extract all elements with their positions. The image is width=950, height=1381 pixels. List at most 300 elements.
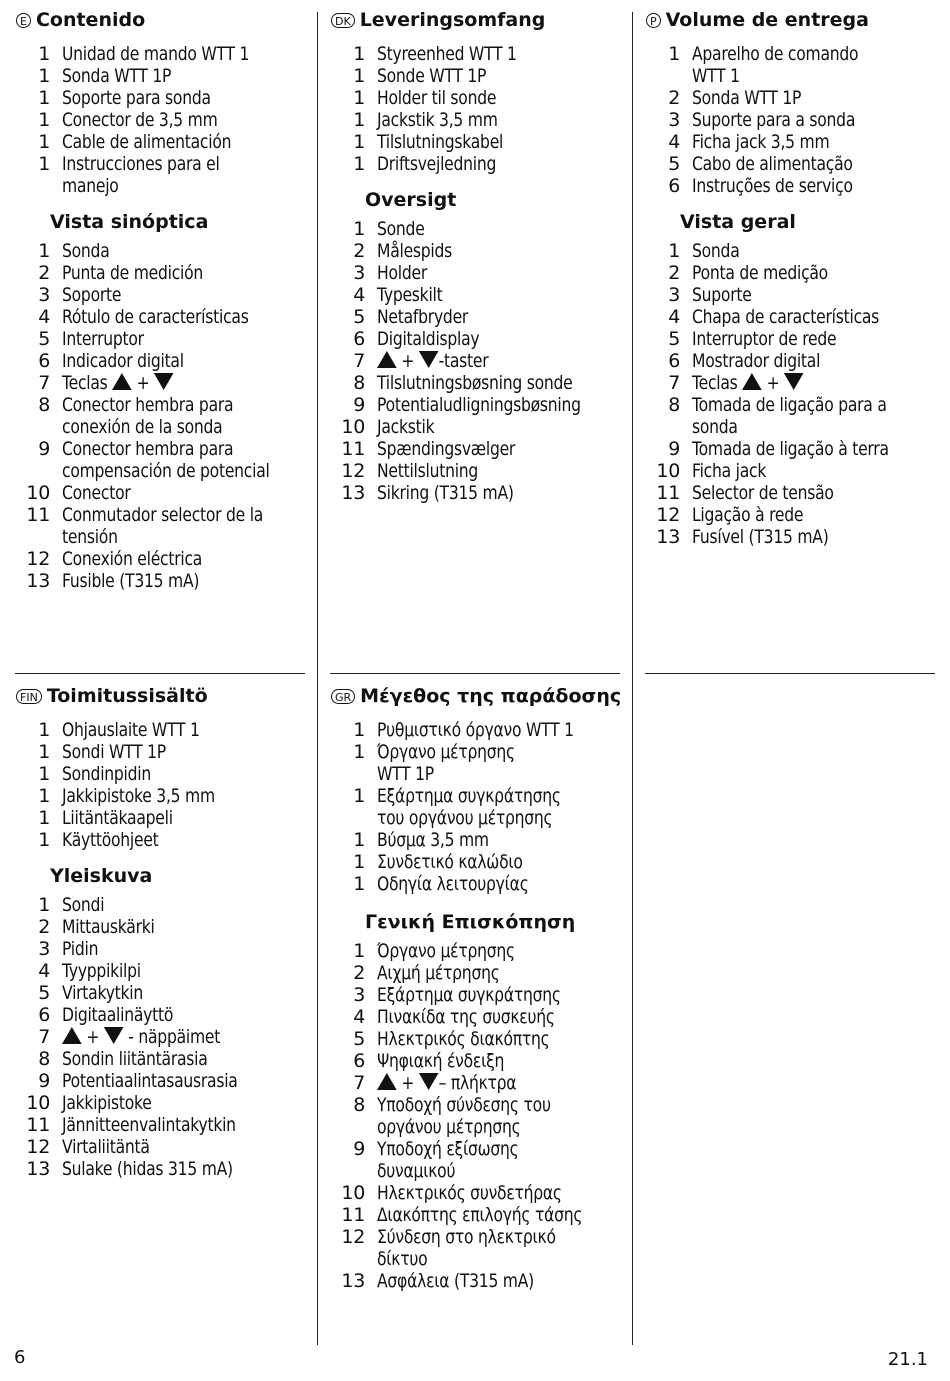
item-label: Conector hembra para (62, 394, 234, 416)
item-number (646, 416, 692, 438)
item-text (62, 1070, 316, 1092)
item-text (692, 175, 946, 197)
overview-list (331, 218, 631, 504)
item-text (377, 1006, 631, 1028)
list-item (16, 719, 316, 741)
item-label-suffix: – πλήκτρα (438, 1072, 517, 1094)
item-number: 6 (353, 328, 365, 350)
list-item (331, 962, 631, 984)
item-text (377, 829, 631, 851)
item-number: 5 (353, 306, 365, 328)
item-number: 6 (38, 1004, 50, 1026)
list-item (16, 829, 316, 851)
list-item (646, 240, 946, 262)
item-number: 1 (38, 87, 50, 109)
list-item (646, 328, 946, 350)
item-label: Πινακίδα της συσκευής (377, 1006, 555, 1028)
item-label: Conector hembra para (62, 438, 234, 460)
item-text (62, 131, 316, 153)
overview-list (16, 894, 316, 1180)
item-label: Suporte (692, 284, 752, 306)
language-badge: P (646, 13, 661, 28)
item-text (377, 1138, 631, 1160)
item-text (377, 87, 631, 109)
list-item (16, 526, 316, 548)
overview-list (646, 240, 946, 548)
item-number: 12 (26, 548, 50, 570)
item-text (62, 807, 316, 829)
item-label: Soporte (62, 284, 122, 306)
section-spanish (16, 10, 316, 592)
item-number: 2 (353, 962, 365, 984)
list-item (331, 785, 631, 807)
list-item (16, 763, 316, 785)
item-text (692, 394, 946, 416)
item-number: 2 (38, 262, 50, 284)
item-label: Driftsvejledning (377, 153, 497, 175)
item-number: 1 (38, 807, 50, 829)
item-label: compensación de potencial (62, 460, 270, 482)
item-text (377, 394, 631, 416)
item-number: 1 (38, 719, 50, 741)
list-item (646, 131, 946, 153)
item-number: 1 (38, 65, 50, 87)
list-item (16, 894, 316, 916)
delivery-title: Toimitussisältö (46, 685, 208, 707)
item-label: Holder (377, 262, 427, 284)
item-number: 11 (656, 482, 680, 504)
list-item (646, 460, 946, 482)
row-divider-2 (330, 673, 620, 674)
item-label: Tilslutningsbøsning sonde (377, 372, 573, 394)
item-label: Digitaldisplay (377, 328, 480, 350)
item-number: 2 (668, 262, 680, 284)
item-label: Fusível (T315 mA) (692, 526, 829, 548)
item-text (377, 719, 631, 741)
item-text (377, 1226, 631, 1248)
list-item (331, 741, 631, 763)
list-item (16, 548, 316, 570)
item-text (377, 962, 631, 984)
arrow-down-icon (784, 373, 804, 390)
item-text (62, 526, 316, 548)
item-number: 4 (38, 306, 50, 328)
item-number: 13 (26, 570, 50, 592)
item-number: 10 (26, 1092, 50, 1114)
item-text (62, 570, 316, 592)
list-item (646, 350, 946, 372)
item-text (692, 416, 946, 438)
item-text: + – πλήκτρα (377, 1072, 631, 1094)
item-number (16, 416, 62, 438)
section-greek (331, 686, 631, 1292)
item-number: 7 (38, 372, 50, 394)
item-text (377, 43, 631, 65)
item-label: Potentialudligningsbøsning (377, 394, 581, 416)
item-number: 9 (353, 394, 365, 416)
list-item (16, 1136, 316, 1158)
overview-title: Oversigt (365, 189, 457, 211)
item-text (692, 504, 946, 526)
overview-list (16, 240, 316, 592)
item-number: 8 (668, 394, 680, 416)
arrow-down-icon (154, 373, 174, 390)
row-divider-3 (645, 673, 935, 674)
list-item (331, 1072, 631, 1094)
list-item (16, 438, 316, 460)
item-number: 1 (38, 109, 50, 131)
list-item (16, 1026, 316, 1048)
item-text (377, 218, 631, 240)
item-label: Unidad de mando WTT 1 (62, 43, 250, 65)
item-number: 6 (668, 350, 680, 372)
item-number: 5 (353, 1028, 365, 1050)
item-number: 1 (38, 131, 50, 153)
item-label: Όργανο μέτρησης (377, 940, 515, 962)
arrow-down-icon (419, 351, 439, 368)
item-label: Sonde WTT 1P (377, 65, 487, 87)
item-label: Διακόπτης επιλογής τάσης (377, 1204, 583, 1226)
item-label: WTT 1P (377, 763, 434, 785)
section-header (16, 10, 316, 30)
item-number: 8 (353, 1094, 365, 1116)
item-number: 3 (353, 262, 365, 284)
list-item (331, 284, 631, 306)
item-text (377, 1050, 631, 1072)
item-number: 3 (38, 938, 50, 960)
list-item (331, 719, 631, 741)
item-label: Netafbryder (377, 306, 469, 328)
item-text (62, 938, 316, 960)
list-item (16, 416, 316, 438)
item-label: WTT 1 (692, 65, 740, 87)
item-label: Sonde (377, 218, 425, 240)
item-label: Liitäntäkaapeli (62, 807, 173, 829)
item-text (692, 328, 946, 350)
item-number (331, 763, 377, 785)
item-number: 8 (38, 394, 50, 416)
item-text (377, 416, 631, 438)
item-text (377, 984, 631, 1006)
item-text (62, 175, 316, 197)
item-label: Käyttöohjeet (62, 829, 159, 851)
item-number: 13 (656, 526, 680, 548)
list-item (16, 1114, 316, 1136)
item-label: Σύνδεση στο ηλεκτρικό (377, 1226, 556, 1248)
item-label: Ponta de medição (692, 262, 828, 284)
item-label: Conmutador selector de la (62, 504, 264, 526)
list-item (16, 131, 316, 153)
item-text (62, 328, 316, 350)
list-item (16, 785, 316, 807)
item-label: Ohjauslaite WTT 1 (62, 719, 200, 741)
item-label: Interruptor de rede (692, 328, 837, 350)
item-text (692, 526, 946, 548)
item-list (646, 240, 946, 548)
item-number: 3 (353, 984, 365, 1006)
item-text (377, 807, 631, 829)
item-number: 8 (353, 372, 365, 394)
item-number: 1 (353, 65, 365, 87)
item-text (62, 43, 316, 65)
item-number: 11 (26, 1114, 50, 1136)
item-number: 12 (341, 460, 365, 482)
item-text (62, 394, 316, 416)
item-label: Selector de tensão (692, 482, 834, 504)
item-label: Sulake (hidas 315 mA) (62, 1158, 233, 1180)
item-label: manejo (62, 175, 119, 197)
item-label: Instruções de serviço (692, 175, 853, 197)
delivery-title: Leveringsomfang (359, 9, 546, 31)
item-number: 9 (353, 1138, 365, 1160)
item-label: Sondinpidin (62, 763, 151, 785)
section-header (331, 10, 631, 30)
item-label: Ηλεκτρικός συνδετήρας (377, 1182, 562, 1204)
list-item (646, 306, 946, 328)
list-item (16, 1048, 316, 1070)
list-item (16, 1092, 316, 1114)
item-list (16, 894, 316, 1180)
item-label: Ficha jack (692, 460, 767, 482)
list-item (331, 416, 631, 438)
item-list (16, 43, 316, 197)
item-text (62, 1004, 316, 1026)
item-text (377, 153, 631, 175)
item-text (62, 87, 316, 109)
item-label: Conector de 3,5 mm (62, 109, 218, 131)
item-number: 5 (38, 982, 50, 1004)
list-item (331, 438, 631, 460)
item-number: 6 (353, 1050, 365, 1072)
list-item (331, 807, 631, 829)
list-item (16, 1004, 316, 1026)
section-portuguese (646, 10, 946, 548)
item-text (377, 1270, 631, 1292)
item-text (62, 109, 316, 131)
list-item (331, 1138, 631, 1160)
list-item (16, 482, 316, 504)
item-number: 1 (38, 785, 50, 807)
list-item (331, 1182, 631, 1204)
item-number: 5 (38, 328, 50, 350)
arrow-up-icon (62, 1027, 82, 1044)
item-label: Tomada de ligação para a (692, 394, 887, 416)
item-list (16, 240, 316, 592)
item-number: 3 (38, 284, 50, 306)
item-number: 1 (38, 153, 50, 175)
item-list (331, 719, 631, 895)
list-item (331, 829, 631, 851)
item-number: 1 (38, 829, 50, 851)
item-label: Αιχμή μέτρησης (377, 962, 500, 984)
item-label: Pidin (62, 938, 99, 960)
item-number: 4 (668, 306, 680, 328)
item-label: Sonda (692, 240, 740, 262)
overview-title: Γενική Επισκόπηση (365, 911, 576, 933)
section-header (331, 686, 631, 706)
item-number (331, 1116, 377, 1138)
item-text (377, 1028, 631, 1050)
item-text (62, 306, 316, 328)
item-text (377, 262, 631, 284)
list-item (646, 438, 946, 460)
item-text (62, 438, 316, 460)
item-text (377, 763, 631, 785)
item-text (377, 851, 631, 873)
item-text (377, 1182, 631, 1204)
item-text: Teclas + (62, 372, 316, 394)
item-number: 2 (38, 916, 50, 938)
item-label: Jackstik (377, 416, 435, 438)
item-number: 5 (668, 328, 680, 350)
arrow-down-icon (419, 1073, 439, 1090)
item-label: Styreenhed WTT 1 (377, 43, 517, 65)
list-item (331, 328, 631, 350)
item-number: 9 (668, 438, 680, 460)
item-number: 11 (341, 1204, 365, 1226)
item-number: 13 (341, 1270, 365, 1292)
list-item (331, 1116, 631, 1138)
list-item (646, 394, 946, 416)
list-item (331, 372, 631, 394)
item-number: 6 (668, 175, 680, 197)
item-text (62, 65, 316, 87)
list-item (16, 262, 316, 284)
list-item (16, 328, 316, 350)
list-item (331, 482, 631, 504)
item-label-suffix: - näppäimet (123, 1026, 221, 1048)
item-label: Jackstik 3,5 mm (377, 109, 498, 131)
item-number: 1 (353, 131, 365, 153)
item-text (377, 1204, 631, 1226)
item-label: Sonda WTT 1P (692, 87, 802, 109)
item-label: Tilslutningskabel (377, 131, 504, 153)
item-number (331, 1160, 377, 1182)
list-item (16, 372, 316, 394)
item-number: 1 (353, 785, 365, 807)
item-text (62, 153, 316, 175)
item-number (16, 526, 62, 548)
overview-title: Vista geral (680, 211, 796, 233)
list-item (331, 218, 631, 240)
item-label: Potentiaalintasausrasia (62, 1070, 238, 1092)
list-item (331, 153, 631, 175)
overview-title: Vista sinóptica (50, 211, 209, 233)
item-label: Chapa de características (692, 306, 880, 328)
item-label: Jakkipistoke (62, 1092, 152, 1114)
list-item (16, 43, 316, 65)
arrow-up-icon (377, 1073, 397, 1090)
delivery-list (646, 43, 946, 197)
item-text (62, 916, 316, 938)
item-label: Jännitteenvalintakytkin (62, 1114, 236, 1136)
row-divider-1 (15, 673, 305, 674)
list-item (331, 1050, 631, 1072)
list-item (646, 43, 946, 65)
item-number: 13 (26, 1158, 50, 1180)
item-text (62, 416, 316, 438)
item-number: 10 (656, 460, 680, 482)
item-number: 1 (38, 741, 50, 763)
column-divider-2 (632, 12, 633, 1345)
item-label: Εξάρτημα συγκράτησης (377, 785, 561, 807)
item-label: Teclas (62, 372, 108, 394)
item-label: Teclas (692, 372, 738, 394)
list-item (331, 873, 631, 895)
list-item (646, 504, 946, 526)
column-divider-1 (317, 12, 318, 1345)
item-label: του οργάνου μέτρησης (377, 807, 553, 829)
language-badge: GR (331, 689, 355, 704)
delivery-title: Volume de entrega (665, 9, 869, 31)
item-text (377, 328, 631, 350)
item-text (692, 87, 946, 109)
item-number (646, 65, 692, 87)
item-number: 1 (353, 43, 365, 65)
list-item (331, 240, 631, 262)
item-text (62, 1136, 316, 1158)
item-text (377, 1116, 631, 1138)
item-text (692, 153, 946, 175)
list-item (16, 1070, 316, 1092)
item-label: Ficha jack 3,5 mm (692, 131, 830, 153)
item-number: 1 (353, 851, 365, 873)
list-item (646, 175, 946, 197)
item-number: 1 (353, 940, 365, 962)
item-label: Indicador digital (62, 350, 184, 372)
list-item (16, 916, 316, 938)
item-label: Fusible (T315 mA) (62, 570, 200, 592)
item-label: Holder til sonde (377, 87, 497, 109)
item-number: 7 (38, 1026, 50, 1048)
delivery-title: Contenido (35, 9, 146, 31)
item-list (331, 43, 631, 175)
item-number: 2 (353, 240, 365, 262)
item-text (62, 482, 316, 504)
list-item (646, 65, 946, 87)
item-text (377, 1248, 631, 1270)
item-text (377, 940, 631, 962)
item-text (62, 460, 316, 482)
item-number (331, 807, 377, 829)
list-item (331, 1006, 631, 1028)
item-text (62, 504, 316, 526)
item-number: 2 (668, 87, 680, 109)
section-danish (331, 10, 631, 504)
item-number: 10 (341, 1182, 365, 1204)
item-number: 10 (26, 482, 50, 504)
item-label: Sonda (62, 240, 110, 262)
list-item (16, 807, 316, 829)
item-number: 1 (38, 763, 50, 785)
item-text (62, 960, 316, 982)
item-number: 1 (353, 741, 365, 763)
item-text (377, 873, 631, 895)
item-label: Εξάρτημα συγκράτησης (377, 984, 561, 1006)
item-number: 11 (26, 504, 50, 526)
list-item (16, 460, 316, 482)
item-label: Cable de alimentación (62, 131, 232, 153)
item-text (377, 306, 631, 328)
list-item (16, 394, 316, 416)
item-number: 1 (353, 109, 365, 131)
list-item (331, 1270, 631, 1292)
item-text (377, 741, 631, 763)
list-item (16, 65, 316, 87)
item-text (692, 306, 946, 328)
section-header (16, 686, 316, 706)
list-item (16, 306, 316, 328)
